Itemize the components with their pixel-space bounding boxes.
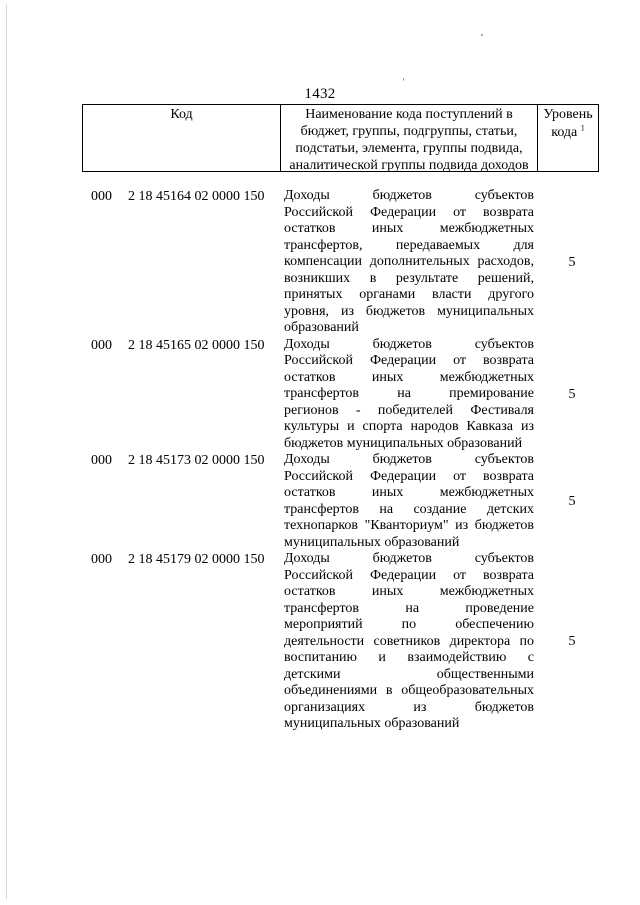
revenue-name-line: деятельности советников директора по [284, 633, 534, 649]
table-row [0, 551, 640, 733]
revenue-name-line: детскими общественными [284, 666, 534, 682]
header-name-line: аналитической группы подвида доходов [289, 158, 529, 173]
revenue-name-line: остатков иных межбюджетных [284, 485, 534, 500]
revenue-code: 2 18 45164 02 0000 150 [128, 189, 265, 204]
revenue-name-line: воспитанию и взаимодействию с [284, 650, 534, 665]
revenue-code: 2 18 45179 02 0000 150 [128, 552, 265, 567]
header-level-line: Уровень [543, 107, 593, 122]
revenue-name-line: Российской Федерации от возврата [284, 353, 534, 368]
revenue-name-line: остатков иных межбюджетных [284, 369, 534, 385]
scan-speck [481, 34, 483, 36]
footnote-marker: 1 [580, 123, 585, 133]
revenue-code: 2 18 45173 02 0000 150 [128, 453, 265, 468]
revenue-name-line: Российской Федерации от возврата [284, 567, 534, 583]
revenue-name-line: муниципальных образований [284, 534, 460, 550]
revenue-name-line: культуры и спорта народов Кавказа из [284, 419, 534, 434]
revenue-name-line: принятых органами власти другого [284, 287, 534, 302]
header-level-word: кода [551, 125, 578, 140]
header-name-line: подстатьи, элемента, группы подвида, [295, 141, 523, 156]
revenue-name [284, 188, 534, 337]
revenue-name-line: Доходы бюджетов субъектов [284, 188, 534, 203]
revenue-name-line: технопарков "Кванториум" из бюджетов [284, 518, 534, 533]
code-level: 5 [568, 634, 576, 649]
table-header [82, 104, 599, 172]
header-level-line-2 [538, 124, 598, 142]
revenue-name-line: объединениями в общеобразовательных [284, 683, 534, 698]
scan-speck [403, 78, 404, 81]
table-row [0, 452, 640, 551]
revenue-name-line: мероприятий по обеспечению [284, 617, 534, 632]
revenue-code: 2 18 45165 02 0000 150 [128, 337, 265, 353]
admin-code: 000 [91, 552, 112, 567]
revenue-name-line: образований [284, 320, 359, 335]
revenue-name-line: трансфертов на премирование [284, 386, 534, 401]
revenue-name-line: возникших в результате решений, [284, 270, 534, 286]
revenue-name-line: компенсации дополнительных расходов, [284, 254, 534, 269]
table-row [0, 188, 640, 337]
code-level: 5 [568, 255, 576, 270]
header-name-line: бюджет, группы, подгруппы, статьи, [300, 124, 518, 139]
revenue-name [284, 551, 534, 733]
revenue-name-line: остатков иных межбюджетных [284, 221, 534, 236]
revenue-name-line: трансфертов, передаваемых для [284, 237, 534, 253]
code-level: 5 [568, 494, 576, 509]
header-name-column [281, 105, 538, 171]
revenue-name-line: регионов - победителей Фестиваля [284, 402, 534, 418]
header-code-column: Код [83, 105, 281, 171]
page-number: 1432 [304, 86, 336, 102]
revenue-name-line: трансфертов на проведение [284, 600, 534, 616]
admin-code: 000 [91, 189, 112, 204]
header-level-column [538, 105, 598, 171]
revenue-name-line: организациях из бюджетов [284, 699, 534, 715]
code-level: 5 [568, 386, 576, 402]
revenue-name [284, 337, 534, 453]
admin-code: 000 [91, 337, 112, 353]
revenue-name [284, 452, 534, 551]
revenue-name-line: уровня, из бюджетов муниципальных [284, 303, 534, 319]
revenue-name-line: Доходы бюджетов субъектов [284, 336, 534, 352]
revenue-name-line: Российской Федерации от возврата [284, 468, 534, 484]
revenue-name-line: Доходы бюджетов субъектов [284, 452, 534, 467]
revenue-name-line: бюджетов муниципальных образований [284, 435, 523, 451]
admin-code: 000 [91, 453, 112, 468]
table-body [0, 188, 640, 733]
header-name-line: Наименование кода поступлений в [305, 107, 513, 122]
revenue-name-line: трансфертов на создание детских [284, 501, 534, 517]
table-row [0, 337, 640, 453]
revenue-name-line: Доходы бюджетов субъектов [284, 551, 534, 566]
revenue-name-line: остатков иных межбюджетных [284, 584, 534, 599]
revenue-name-line: Российской Федерации от возврата [284, 204, 534, 220]
revenue-name-line: муниципальных образований [284, 716, 460, 731]
